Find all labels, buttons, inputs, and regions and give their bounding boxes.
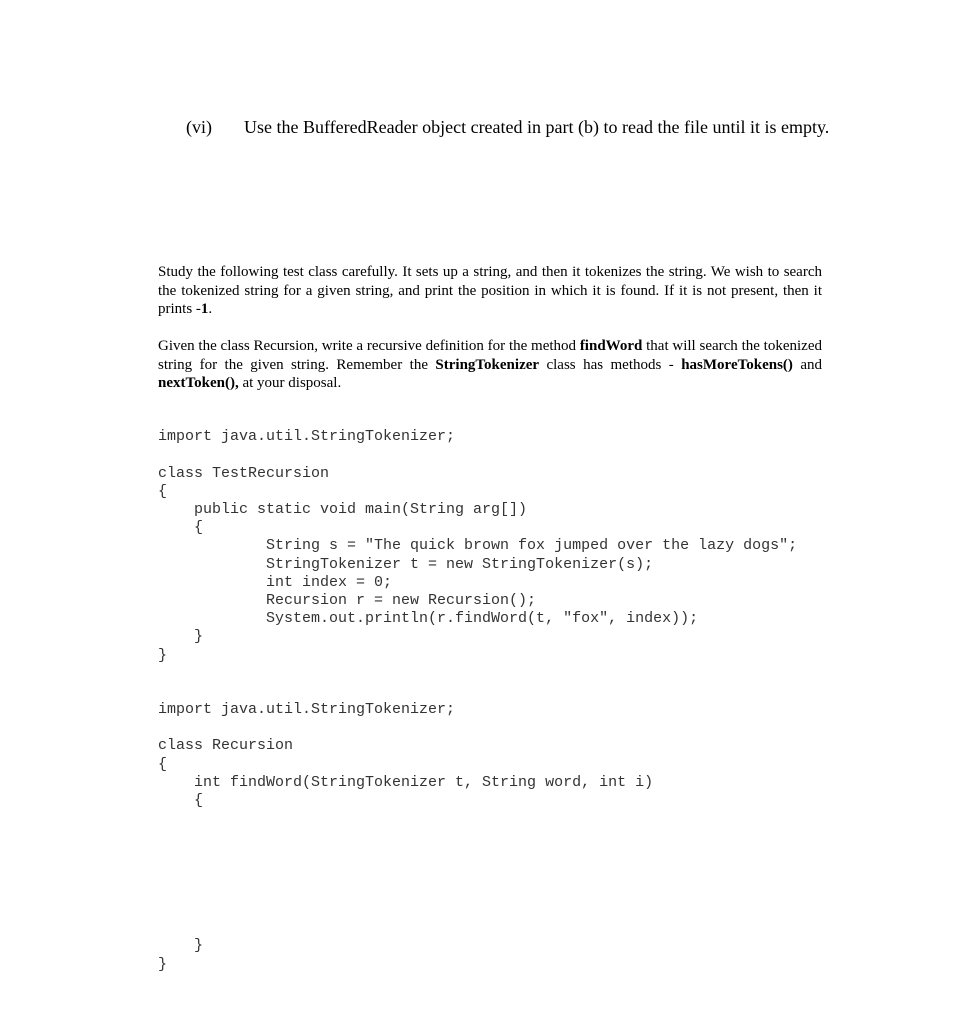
- intro-p1-text: Study the following test class carefully. It sets up a string, and then it tokenizes the string. We wish to search the tokenized string for a given string, and print the position in which it is found. If it is not present, then it prints -: [158, 264, 822, 317]
- method-findword: findWord: [579, 338, 643, 354]
- question-number: (vi): [186, 117, 212, 137]
- code-line: }: [158, 937, 204, 954]
- class-stringtokenizer: StringTokenizer: [435, 356, 540, 373]
- intro-p1-bold: 1: [200, 301, 209, 317]
- code-line: System.out.println(r.findWord(t, "fox", index));: [158, 610, 699, 627]
- intro-paragraph-2: [158, 337, 822, 393]
- code-line: int index = 0;: [158, 574, 393, 591]
- code-line: }: [158, 956, 168, 973]
- method-hasmoretokens: hasMoreTokens(): [681, 356, 793, 373]
- code-line: class Recursion: [158, 737, 294, 754]
- code-line: StringTokenizer t = new StringTokenizer(s);: [158, 556, 654, 573]
- code-line: String s = "The quick brown fox jumped over the lazy dogs";: [158, 537, 798, 554]
- code-line: {: [158, 792, 204, 809]
- code-line: {: [158, 483, 168, 500]
- intro-p2-text: class has methods -: [539, 356, 682, 373]
- code-line: {: [158, 756, 168, 773]
- code-line: class TestRecursion: [158, 465, 330, 482]
- intro-p2-text: that will search the tokenized string for the given string. Remember the: [158, 338, 822, 373]
- intro-p2-text: at your disposal.: [238, 375, 342, 391]
- code-line: int findWord(StringTokenizer t, String word, int i): [158, 774, 654, 791]
- method-nexttoken: nextToken(),: [158, 375, 239, 391]
- intro-paragraph-1: [158, 263, 822, 319]
- code-line: }: [158, 647, 168, 664]
- intro-p1-end: .: [208, 301, 213, 317]
- intro-p2-text: Given the class Recursion, write a recursive definition for the method: [158, 338, 580, 354]
- intro-p2-text: and: [792, 356, 823, 373]
- code-line: import java.util.StringTokenizer;: [158, 701, 456, 718]
- code-line: Recursion r = new Recursion();: [158, 592, 537, 609]
- code-line: }: [158, 628, 204, 645]
- code-line: public static void main(String arg[]): [158, 501, 528, 518]
- code-line: {: [158, 519, 204, 536]
- code-line: import java.util.StringTokenizer;: [158, 428, 456, 445]
- question-text: Use the BufferedReader object created in part (b) to read the file until it is empty.: [244, 117, 830, 137]
